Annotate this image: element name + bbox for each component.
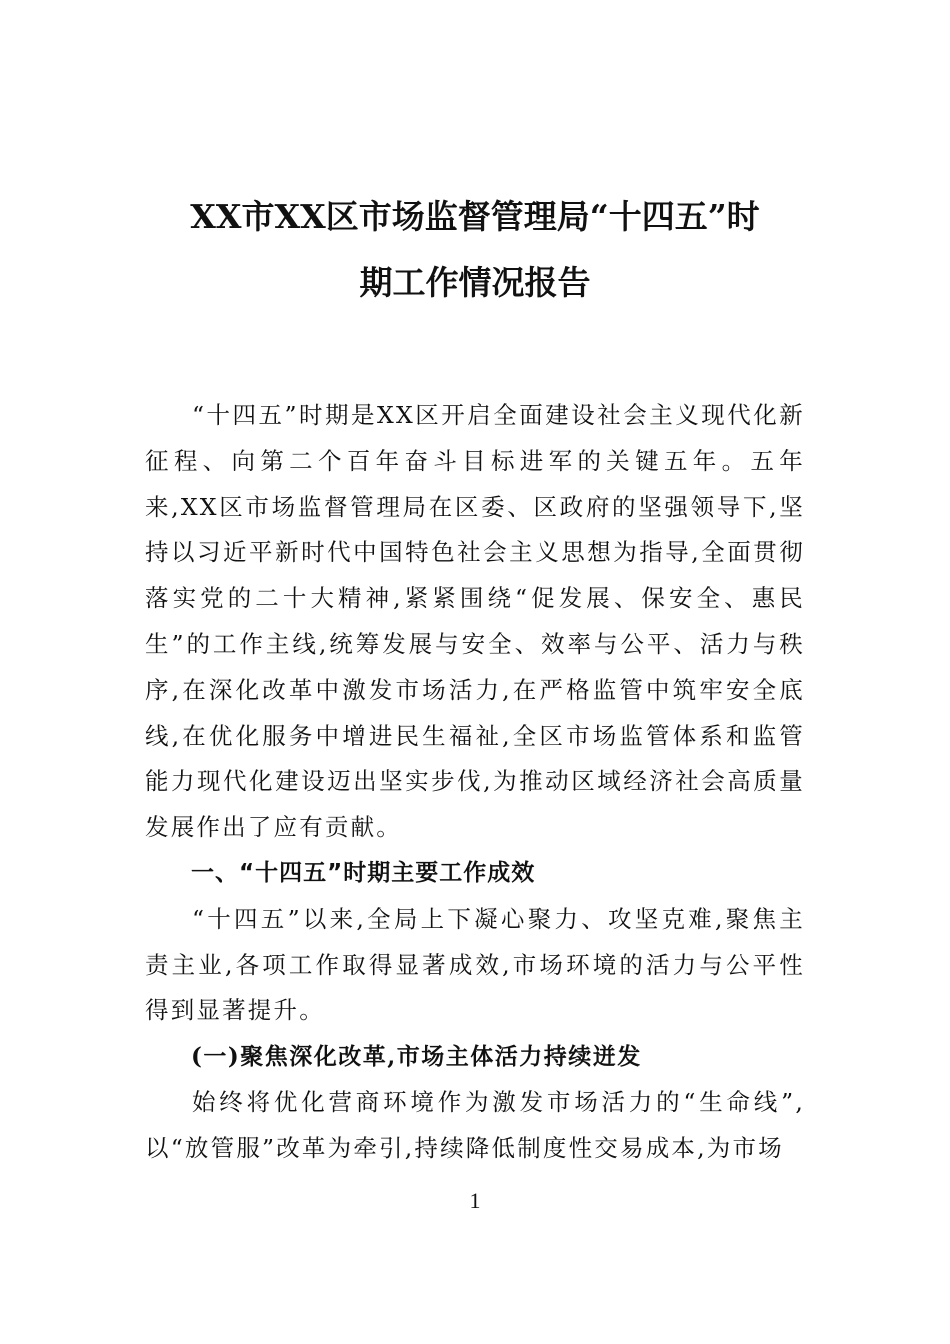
title-line-2: 期工作情况报告	[359, 263, 591, 302]
subsection-1-heading: (一)聚焦深化改革,市场主体活力持续迸发	[191, 1043, 642, 1071]
section-1-paragraph: “十四五”以来,全局上下凝心聚力、攻坚克难,聚焦主责主业,各项工作取得显著成效,市场环境的活力与公平性得到显著提升。	[145, 904, 805, 1025]
section-1-heading: 一、“十四五”时期主要工作成效	[191, 859, 536, 886]
document-body	[145, 393, 805, 1172]
title-line-1: XX市XX区市场监督管理局“十四五”时	[190, 197, 760, 236]
subsection-1-paragraph: 始终将优化营商环境作为激发市场活力的“生命线”,以“放管服”改革为牵引,持续降低制度性交易成本,为市场	[145, 1087, 805, 1162]
page-number: 1	[469, 1188, 481, 1213]
intro-paragraph: “十四五”时期是XX区开启全面建设社会主义现代化新征程、向第二个百年奋斗目标进军的关键五年。五年来,XX区市场监督管理局在区委、区政府的坚强领导下,坚持以习近平新时代中国特色社会主义思想为指导,全面贯彻落实党的二十大精神,紧紧围绕“促发展、保安全、惠民生”的工作主线,统筹发展与安全、效率与公平、活力与秩序,在深化改革中激发市场活力,在严格监管中筑牢安全底线,在优化服务中增进民生福祉,全区市场监管体系和监管能力现代化建设迈出坚实步伐,为推动区域经济社会高质量发展作出了应有贡献。	[145, 401, 805, 842]
document-title	[140, 184, 810, 316]
